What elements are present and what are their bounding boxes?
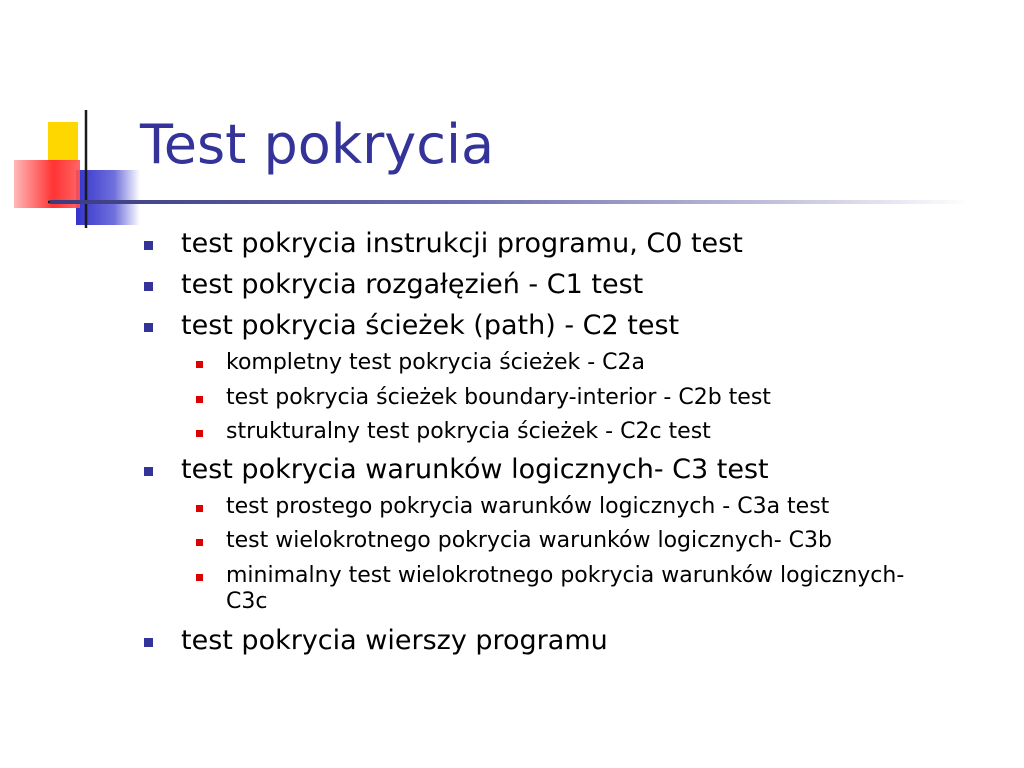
bullet-square-icon	[144, 467, 153, 476]
sub-bullet-square-icon	[196, 361, 203, 368]
bullet-item	[181, 453, 769, 487]
sub-bullet-square-icon	[196, 539, 203, 546]
bullet-text: test pokrycia instrukcji programu, C0 test	[181, 228, 743, 259]
bullet-item	[181, 227, 743, 261]
sub-bullet-square-icon	[196, 505, 203, 512]
sub-bullet-item	[226, 350, 645, 376]
bullet-square-icon	[144, 241, 153, 250]
sub-bullet-square-icon	[196, 430, 203, 437]
slide-logo-graphic	[0, 100, 150, 240]
logo-yellow-square	[48, 122, 78, 162]
title-underline	[50, 200, 970, 204]
sub-bullet-item	[226, 528, 832, 554]
sub-bullet-text: minimalny test wielokrotnego pokrycia warunków logicznych- C3c	[226, 563, 905, 614]
sub-bullet-item	[226, 563, 906, 615]
sub-bullet-item	[226, 494, 829, 520]
bullet-square-icon	[144, 638, 153, 647]
bullet-square-icon	[144, 282, 153, 291]
sub-bullet-text: kompletny test pokrycia ścieżek - C2a	[226, 350, 645, 375]
sub-bullet-square-icon	[196, 396, 203, 403]
bullet-item	[181, 268, 643, 302]
sub-bullet-text: strukturalny test pokrycia ścieżek - C2c test	[226, 419, 711, 444]
bullet-text: test pokrycia rozgałęzień - C1 test	[181, 269, 644, 300]
sub-bullet-text: test prostego pokrycia warunków logicznych - C3a test	[226, 494, 830, 519]
bullet-text: test pokrycia wierszy programu	[181, 625, 608, 656]
bullet-text: test pokrycia warunków logicznych- C3 test	[181, 454, 769, 485]
bullet-item	[181, 309, 679, 343]
sub-bullet-item	[226, 385, 771, 411]
bullet-text: test pokrycia ścieżek (path) - C2 test	[181, 310, 680, 341]
bullet-item	[181, 624, 608, 658]
bullet-square-icon	[144, 323, 153, 332]
sub-bullet-text: test wielokrotnego pokrycia warunków logicznych- C3b	[226, 528, 833, 553]
slide-title: Test pokrycia	[140, 113, 495, 176]
sub-bullet-item	[226, 419, 711, 445]
sub-bullet-square-icon	[196, 574, 203, 581]
sub-bullet-text: test pokrycia ścieżek boundary-interior - C2b test	[226, 385, 771, 410]
